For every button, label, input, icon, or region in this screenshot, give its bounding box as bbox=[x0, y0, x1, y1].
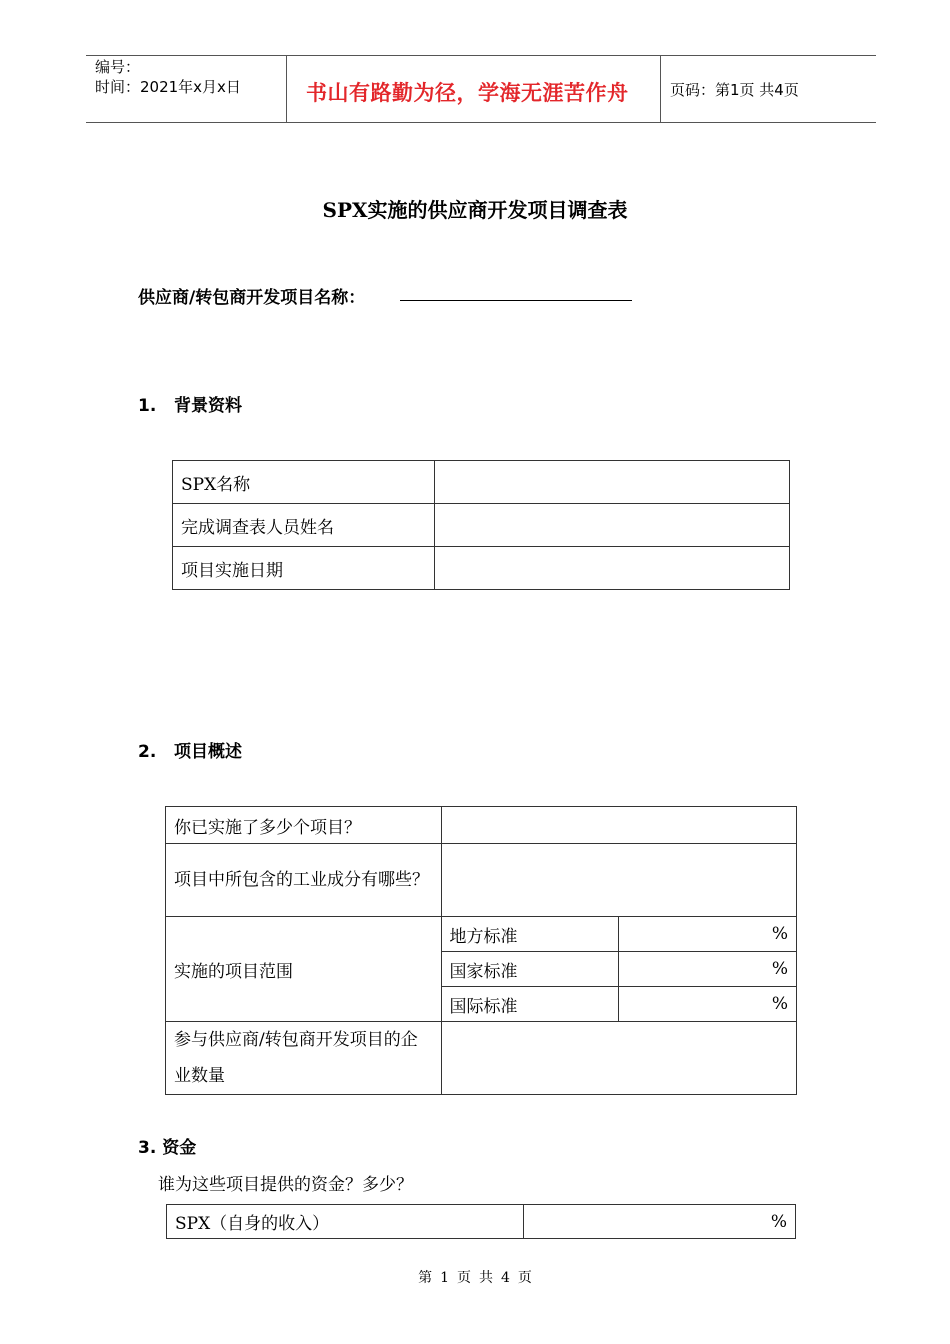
national-standard-label: 国家标准 bbox=[441, 952, 619, 987]
project-date-label: 项目实施日期 bbox=[173, 547, 435, 590]
table-row bbox=[167, 1205, 796, 1239]
header-number-label: 编号： bbox=[95, 58, 141, 76]
participating-companies-label: 参与供应商/转包商开发项目的企业数量 bbox=[166, 1022, 442, 1095]
section2-heading: 2. 项目概述 bbox=[138, 742, 243, 762]
header-divider-right bbox=[660, 55, 661, 123]
spx-name-label: SPX名称 bbox=[173, 461, 435, 504]
header-divider-left bbox=[286, 55, 287, 123]
footer-page-word: 页 bbox=[457, 1270, 471, 1286]
project-name-label: 供应商/转包商开发项目名称： bbox=[138, 288, 366, 308]
document-title: SPX实施的供应商开发项目调查表 bbox=[322, 198, 628, 222]
project-date-value[interactable] bbox=[434, 547, 789, 590]
footer-total-prefix: 共 bbox=[479, 1270, 493, 1286]
header-time-label: 时间：2021年x月x日 bbox=[95, 78, 241, 96]
footer-total-num: 4 bbox=[501, 1270, 510, 1286]
section3-heading: 3. 资金 bbox=[138, 1138, 197, 1158]
surveyor-name-label: 完成调查表人员姓名 bbox=[173, 504, 435, 547]
footer-total-word: 页 bbox=[517, 1270, 532, 1286]
international-standard-label: 国际标准 bbox=[441, 987, 619, 1022]
footer-page-prefix: 第 bbox=[418, 1270, 433, 1286]
table-row bbox=[173, 547, 790, 590]
industry-components-label: 项目中所包含的工业成分有哪些？ bbox=[166, 844, 442, 917]
section1-heading: 1. 背景资料 bbox=[138, 396, 243, 416]
projects-count-value[interactable] bbox=[441, 807, 796, 844]
international-standard-value[interactable]: % bbox=[619, 987, 797, 1022]
header-bottom-rule bbox=[86, 122, 876, 123]
table-row bbox=[166, 1022, 797, 1095]
national-standard-value[interactable]: % bbox=[619, 952, 797, 987]
industry-components-value[interactable] bbox=[441, 844, 796, 917]
table-row bbox=[173, 504, 790, 547]
header-page-label: 页码：第1页 共4页 bbox=[670, 81, 799, 99]
project-name-field[interactable] bbox=[400, 300, 632, 301]
table-row bbox=[166, 917, 797, 952]
project-scope-label: 实施的项目范围 bbox=[166, 917, 442, 1022]
table-row bbox=[173, 461, 790, 504]
surveyor-name-value[interactable] bbox=[434, 504, 789, 547]
local-standard-value[interactable]: % bbox=[619, 917, 797, 952]
table-row bbox=[166, 844, 797, 917]
header-top-rule bbox=[86, 55, 876, 56]
overview-table bbox=[165, 806, 797, 1095]
participating-companies-value[interactable] bbox=[441, 1022, 796, 1095]
spx-name-value[interactable] bbox=[434, 461, 789, 504]
spx-income-label: SPX（自身的收入） bbox=[167, 1205, 524, 1239]
background-table bbox=[172, 460, 790, 590]
funding-table bbox=[166, 1204, 796, 1239]
projects-count-label: 你已实施了多少个项目？ bbox=[166, 807, 442, 844]
page-footer bbox=[0, 1267, 950, 1287]
footer-page-num: 1 bbox=[440, 1270, 449, 1286]
header-motto: 书山有路勤为径，学海无涯苦作舟 bbox=[306, 81, 629, 105]
local-standard-label: 地方标准 bbox=[441, 917, 619, 952]
funding-question: 谁为这些项目提供的资金？多少？ bbox=[158, 1175, 413, 1195]
table-row bbox=[166, 807, 797, 844]
spx-income-value[interactable]: % bbox=[524, 1205, 796, 1239]
